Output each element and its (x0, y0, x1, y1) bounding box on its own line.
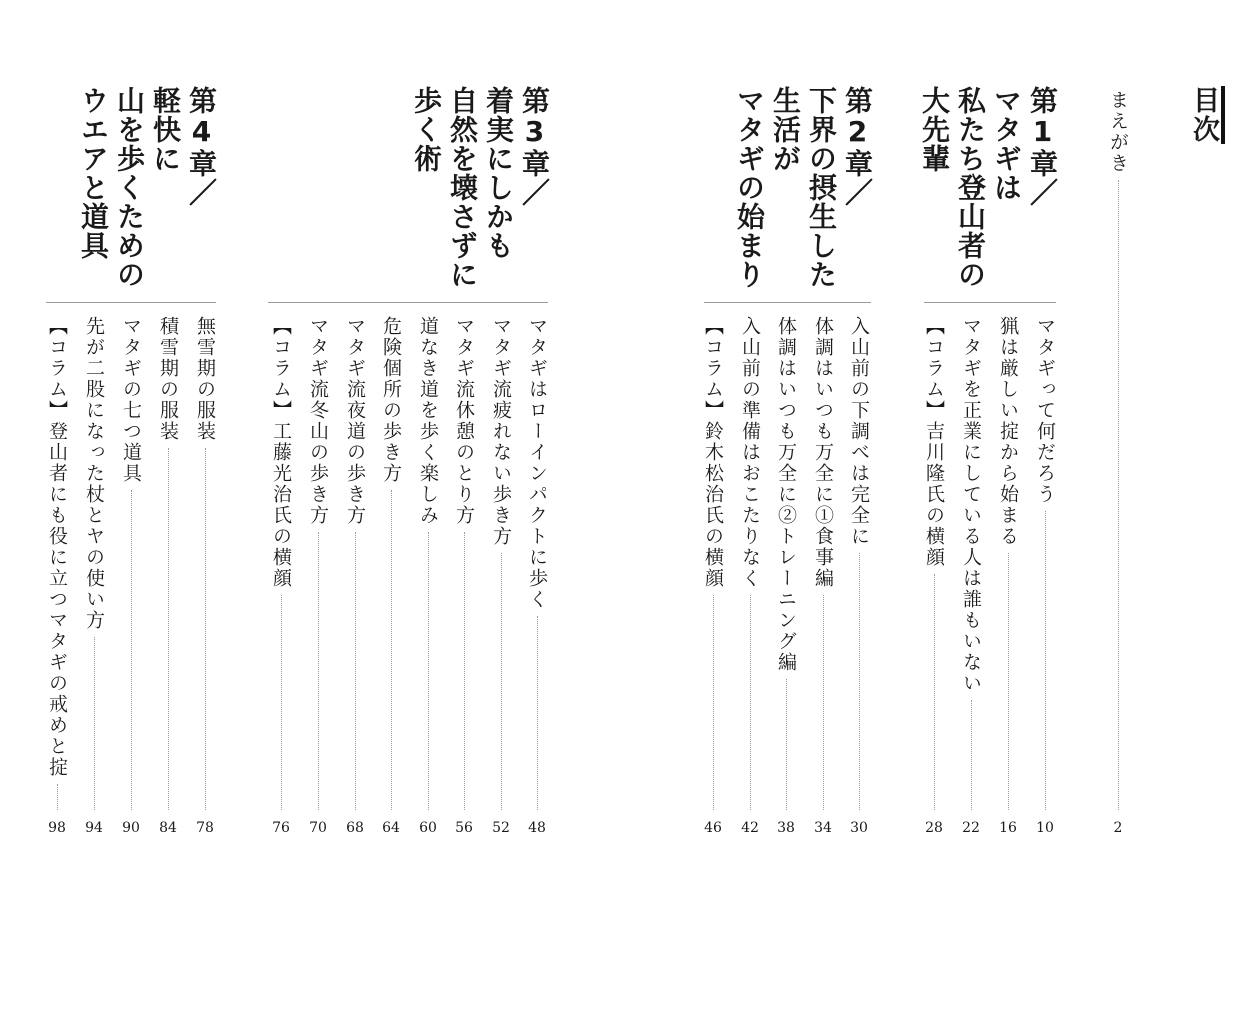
page-number: 46 (704, 820, 722, 836)
page-number: 68 (346, 820, 364, 836)
toc-entry[interactable]: 無雪期の服装 (194, 316, 216, 442)
toc-entry[interactable]: 道なき道を歩く楽しみ (417, 316, 439, 526)
chapter-title-line: ウエアと道具 (77, 86, 110, 260)
toc-entry[interactable]: 入山前の準備はおこたりなく (739, 316, 761, 589)
leader-dots (318, 532, 319, 810)
toc-entry[interactable]: マタギを正業にしている人は誰もいない (960, 316, 982, 694)
toc-entry[interactable]: 体調はいつも万全に①食事編 (812, 316, 834, 589)
page-number: 30 (850, 820, 868, 836)
toc-entry[interactable]: 先が二股になった杖とヤの使い方 (83, 316, 105, 631)
leader-dots (131, 490, 132, 810)
chapter-title-line: 私たち登山者の (954, 86, 987, 289)
chapter-title-line: マタギの始まり (733, 86, 766, 289)
chapter-title-line: 歩く術 (410, 86, 443, 173)
leader-dots (859, 553, 860, 810)
chapter-divider (924, 302, 1056, 303)
leader-dots (281, 595, 282, 810)
leader-dots (391, 490, 392, 810)
leader-dots (786, 679, 787, 810)
chapter-title-line: 第1章／ (1026, 86, 1059, 207)
page-number: 34 (814, 820, 832, 836)
page-number: 76 (272, 820, 290, 836)
leader-dots (94, 637, 95, 810)
toc-entry[interactable]: マタギはローインパクトに歩く (526, 316, 548, 610)
toc-entry[interactable]: 入山前の下調べは完全に (848, 316, 870, 547)
page-number: 42 (741, 820, 759, 836)
leader-dots (823, 595, 824, 810)
page-number: 94 (85, 820, 103, 836)
toc-entry[interactable]: 危険個所の歩き方 (380, 316, 402, 484)
toc-entry[interactable]: マタギの七つ道具 (120, 316, 142, 484)
leader-dots (1118, 180, 1119, 810)
chapter-divider (46, 302, 216, 303)
toc-entry[interactable]: 【コラム】登山者にも役に立つマタギの戒めと掟 (46, 316, 68, 778)
chapter-title-line: 自然を壊さずに (446, 86, 479, 289)
page-number: 78 (196, 820, 214, 836)
toc-entry[interactable]: 猟は厳しい掟から始まる (997, 316, 1019, 547)
leader-dots (1008, 553, 1009, 810)
leader-dots (934, 574, 935, 810)
toc-entry[interactable]: 体調はいつも万全に②トレーニング編 (775, 316, 797, 673)
leader-dots (428, 532, 429, 810)
leader-dots (205, 448, 206, 810)
chapter-title-line: 大先輩 (918, 86, 951, 173)
chapter-title-line: 第4章／ (185, 86, 218, 207)
leader-dots (971, 700, 972, 810)
page-number: 98 (48, 820, 66, 836)
chapter-title-line: 軽快に (149, 86, 182, 173)
chapter-title-line: マタギは (990, 86, 1023, 202)
chapter-title-line: 第2章／ (841, 86, 874, 207)
leader-dots (537, 616, 538, 810)
leader-dots (464, 532, 465, 810)
chapter-divider (704, 302, 871, 303)
toc-entry[interactable]: 【コラム】工藤光治氏の横顔 (270, 316, 292, 589)
page-number: 48 (528, 820, 546, 836)
page-number: 16 (999, 820, 1017, 836)
page-number: 84 (159, 820, 177, 836)
page-number: 70 (309, 820, 327, 836)
preface-page: 2 (1113, 820, 1123, 836)
toc-entry[interactable]: マタギ流疲れない歩き方 (490, 316, 512, 547)
leader-dots (750, 595, 751, 810)
chapter-title-line: 着実にしかも (482, 86, 515, 260)
leader-dots (57, 784, 58, 810)
chapter-title-line: 下界の摂生した (805, 86, 838, 289)
leader-dots (713, 595, 714, 810)
leader-dots (501, 553, 502, 810)
leader-dots (168, 448, 169, 810)
chapter-title-line: 第3章／ (518, 86, 551, 207)
page-number: 28 (925, 820, 943, 836)
page-number: 64 (382, 820, 400, 836)
toc-entry[interactable]: マタギ流夜道の歩き方 (344, 316, 366, 526)
page-number: 56 (455, 820, 473, 836)
page-number: 90 (122, 820, 140, 836)
chapter-title-line: 山を歩くための (113, 86, 146, 289)
page-number: 52 (492, 820, 510, 836)
toc-entry[interactable]: マタギ流冬山の歩き方 (307, 316, 329, 526)
toc-heading: 目次 (1190, 86, 1225, 144)
preface-entry[interactable]: まえがき (1107, 90, 1129, 174)
page-number: 38 (777, 820, 795, 836)
page-number: 60 (419, 820, 437, 836)
toc-entry[interactable]: 積雪期の服装 (157, 316, 179, 442)
page-number: 22 (962, 820, 980, 836)
chapter-title-line: 生活が (769, 86, 802, 173)
toc-entry[interactable]: マタギって何だろう (1034, 316, 1056, 505)
chapter-divider (268, 302, 548, 303)
toc-entry[interactable]: マタギ流休憩のとり方 (453, 316, 475, 526)
toc-entry[interactable]: 【コラム】鈴木松治氏の横顔 (702, 316, 724, 589)
leader-dots (355, 532, 356, 810)
toc-entry[interactable]: 【コラム】吉川隆氏の横顔 (923, 316, 945, 568)
leader-dots (1045, 511, 1046, 810)
page-number: 10 (1036, 820, 1054, 836)
